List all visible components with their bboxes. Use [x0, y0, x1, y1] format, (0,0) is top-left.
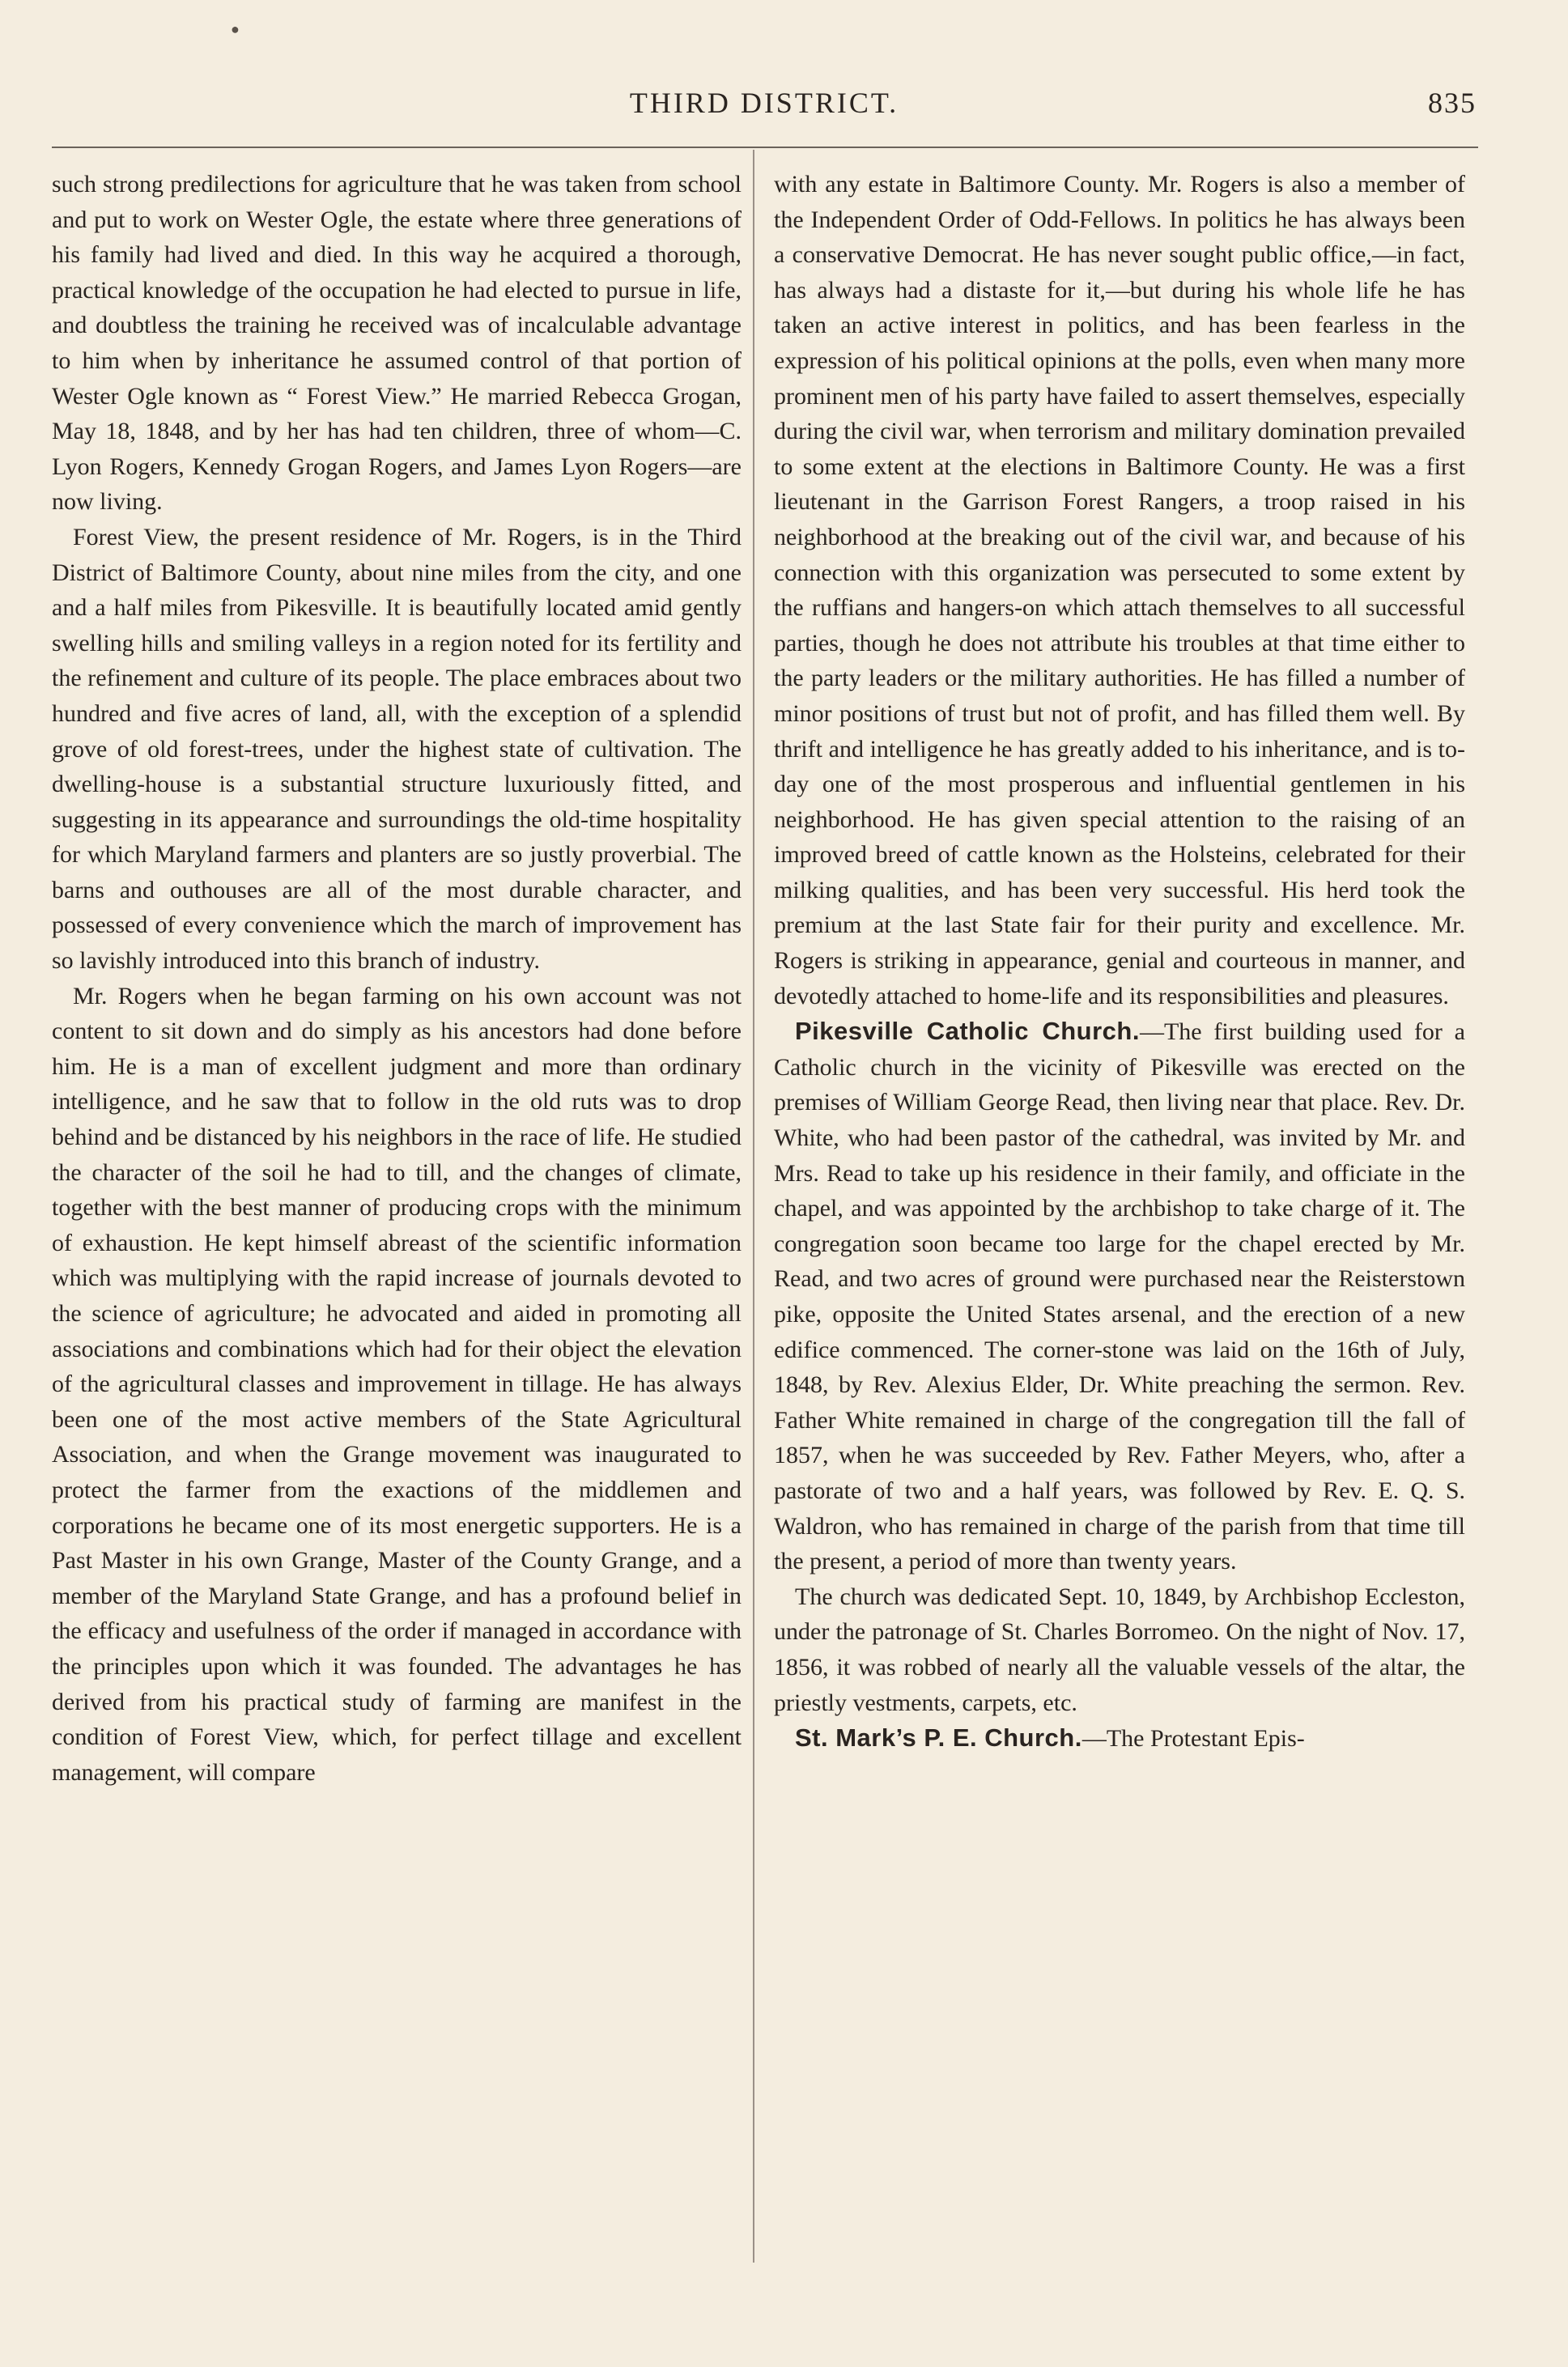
paragraph: Forest View, the present residence of Mr. Rogers, is in the Third District of Baltimore County, about nine miles from the city, and one and a half miles from Pikesville. It is beautifully located amid gently swelling hills and smiling valleys in a region noted for its fertility and the refinement and culture of its people. The place embraces about two hundred and five acres of land, all, with the exception of a splendid grove of old forest-trees, under the highest state of cultivation. The dwelling-house is a substantial structure luxuriously fitted, and suggesting in its appearance and surroundings the old-time hospitality for which Maryland farmers and planters are so justly proverbial. The barns and outhouses are all of the most durable character, and possessed of every convenience which the march of improvement has so lavishly introduced into this branch of industry. [52, 523, 742, 975]
paragraph: Mr. Rogers when he began farming on his own account was not content to sit down and do simply as his ancestors had done before him. He is a man of excellent judgment and more than ordinary intelligence, and he saw that to follow in the old ruts was to drop behind and be distanced by his neighbors in the race of life. He studied the character of the soil he had to till, and the changes of climate, together with the best manner of producing crops with the minimum of exhaustion. He kept himself abreast of the scientific information which was multiplying with the rapid increase of journals devoted to the science of agriculture; he advocated and aided in promoting all associations and combinations which had for their object the elevation of the agricultural classes and improvement in tillage. He has always been one of the most active members of the State Agricultural Association, and when the Grange movement was inaugurated to protect the farmer from the exactions of the middlemen and corporations he became one of its most energetic supporters. He is a Past Master in his own Grange, Master of the County Grange, and a member of the Maryland State Grange, and has a profound belief in the efficacy and usefulness of the order if managed in accordance with the principles upon which it was founded. The advantages he has derived from his practical study of farming are manifest in the condition of Forest View, which, for perfect tillage and excellent management, will compare [52, 982, 742, 1786]
column-divider [753, 150, 754, 2263]
page-number: 835 [1428, 87, 1477, 119]
running-title: THIRD DISTRICT. [629, 87, 899, 119]
section-paragraph [774, 1720, 1465, 1757]
section-paragraph [774, 1014, 1465, 1579]
section-heading: Pikesville Catholic Church. [795, 1017, 1140, 1046]
print-speck: ● [231, 21, 240, 37]
right-column [774, 167, 1465, 1757]
running-header [52, 81, 1477, 130]
paragraph: The church was dedicated Sept. 10, 1849, by Archbishop Eccleston, under the patronage of St. Charles Borromeo. On the night of Nov. 17, 1856, it was robbed of nearly all the valuable vessels of the altar, the priestly vestments, carpets, etc. [774, 1583, 1465, 1716]
left-column [52, 167, 742, 1790]
paragraph: such strong predilections for agriculture that he was taken from school and put to work on Wester Ogle, the estate where three generations of his family had lived and died. In this way he acquired a thorough, practical knowledge of the occupation he had elected to pursue in life, and doubtless the training he received was of incalculable advantage to him when by inheritance he assumed control of that portion of Wester Ogle known as “ Forest View.” He married Rebecca Grogan, May 18, 1848, and by her has had ten children, three of whom—C. Lyon Rogers, Kennedy Grogan Rogers, and James Lyon Rogers—are now living. [52, 171, 742, 516]
section-text: —The Protestant Epis- [1081, 1725, 1305, 1753]
paragraph: with any estate in Baltimore County. Mr. Rogers is also a member of the Independent Order of Odd-Fellows. In politics he has always been a conservative Democrat. He has never sought public office,—in fact, has always had a distaste for it,—but during his whole life he has taken an active interest in politics, and has been fearless in the expression of his political opinions at the polls, even when many more prominent men of his party have failed to assert themselves, especially during the civil war, when terrorism and military domination prevailed to some extent at the elections in Baltimore County. He was a first lieutenant in the Garrison Forest Rangers, a troop raised in his neighborhood at the breaking out of the civil war, and because of his connection with this organization was persecuted to some extent by the ruffians and hangers-on which attach themselves to all successful parties, though he does not attribute his troubles at that time either to the party leaders or the military authorities. He has filled a number of minor positions of trust but not of profit, and has filled them well. By thrift and intelligence he has greatly added to his inheritance, and is to-day one of the most prosperous and influential gentlemen in his neighborhood. He has given special attention to the raising of an improved breed of cattle known as the Holsteins, celebrated for their milking qualities, and has been very successful. His herd took the premium at the last State fair for their purity and excellence. Mr. Rogers is striking in appearance, genial and courteous in manner, and devotedly attached to home-life and its responsibilities and pleasures. [774, 171, 1465, 1009]
header-rule [52, 147, 1478, 148]
section-text: —The first building used for a Catholic church in the vicinity of Pikesville was erected on the premises of William George Read, then living near that place. Rev. Dr. White, who had been pastor of the cathedral, was invited by Mr. and Mrs. Read to take up his residence in their family, and officiate in the chapel, and was appointed by the archbishop to take charge of it. The congregation soon became too large for the chapel erected by Mr. Read, and two acres of ground were purchased near the Reisterstown pike, opposite the United States arsenal, and the erection of a new edifice commenced. The corner-stone was laid on the 16th of July, 1848, by Rev. Alexius Elder, Dr. White preaching the sermon. Rev. Father White remained in charge of the congregation till the fall of 1857, when he was succeeded by Rev. Father Meyers, who, after a pastorate of two and a half years, was followed by Rev. E. Q. S. Waldron, who has remained in charge of the parish from that time till the present, a period of more than twenty years. [774, 1018, 1465, 1575]
section-heading: St. Mark’s P. E. Church. [795, 1723, 1082, 1753]
